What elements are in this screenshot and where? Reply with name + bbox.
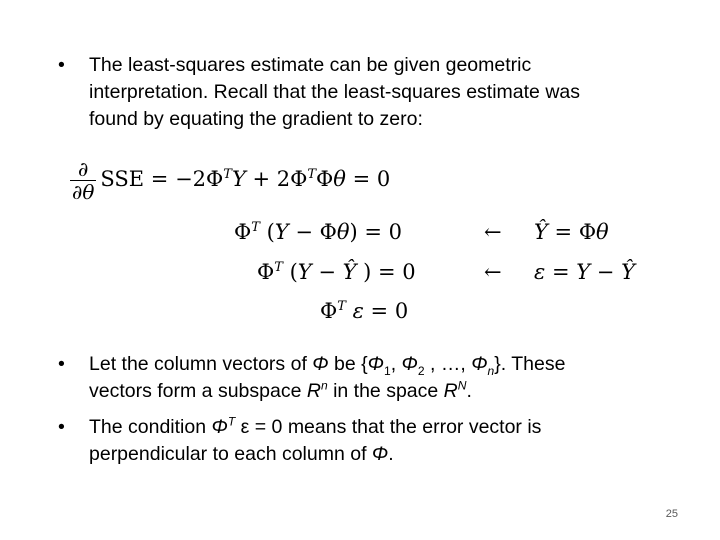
equation-sse [70,158,390,203]
left-arrow-1: ← [484,220,502,244]
left-arrow-2: ← [484,260,502,284]
intro-line-1: The least-squares estimate can be given geometric [89,54,532,76]
equation-2: $\Phi^T$ (Y − Φθ) = 0 [234,220,402,244]
column-vectors-line-2: vectors form a subspace $R^n$ in the space $R^N$. [89,378,472,402]
bullet-dot: • [58,353,65,375]
partial-derivative-fraction [70,158,96,203]
equation-3: $\Phi^T$ (Y − Ŷ ) = 0 [257,260,416,284]
intro-line-2: interpretation. Recall that the least-squares estimate was [89,81,580,103]
bullet-dot: • [58,416,65,438]
equation-4: $\Phi^T$ ε = 0 [320,299,409,323]
sse-expression: SSE = $-2\Phi^TY + 2\Phi^T\Phi\theta = 0$ [100,167,391,191]
page-number: 25 [665,508,678,520]
intro-bullet [58,52,678,133]
column-vectors-bullet [58,351,678,405]
yhat-definition: Ŷ = Φθ [534,220,609,244]
bullet-dot: • [58,54,65,76]
epsilon-definition: ε = Y − Ŷ [534,260,635,284]
condition-line-1: The condition $\Phi^T$ ε = 0 means that the error vector is [89,414,542,438]
fraction-numerator: ∂ [70,158,96,181]
condition-bullet [58,414,678,468]
intro-line-3: found by equating the gradient to zero: [89,108,423,130]
column-vectors-line-1: Let the column vectors of Φ be {$\Phi_1$, $\Phi_2$ , …, $\Phi_n$}. These [89,353,566,378]
condition-line-2: perpendicular to each column of Φ. [89,443,394,465]
fraction-denominator: ∂θ [72,180,95,204]
